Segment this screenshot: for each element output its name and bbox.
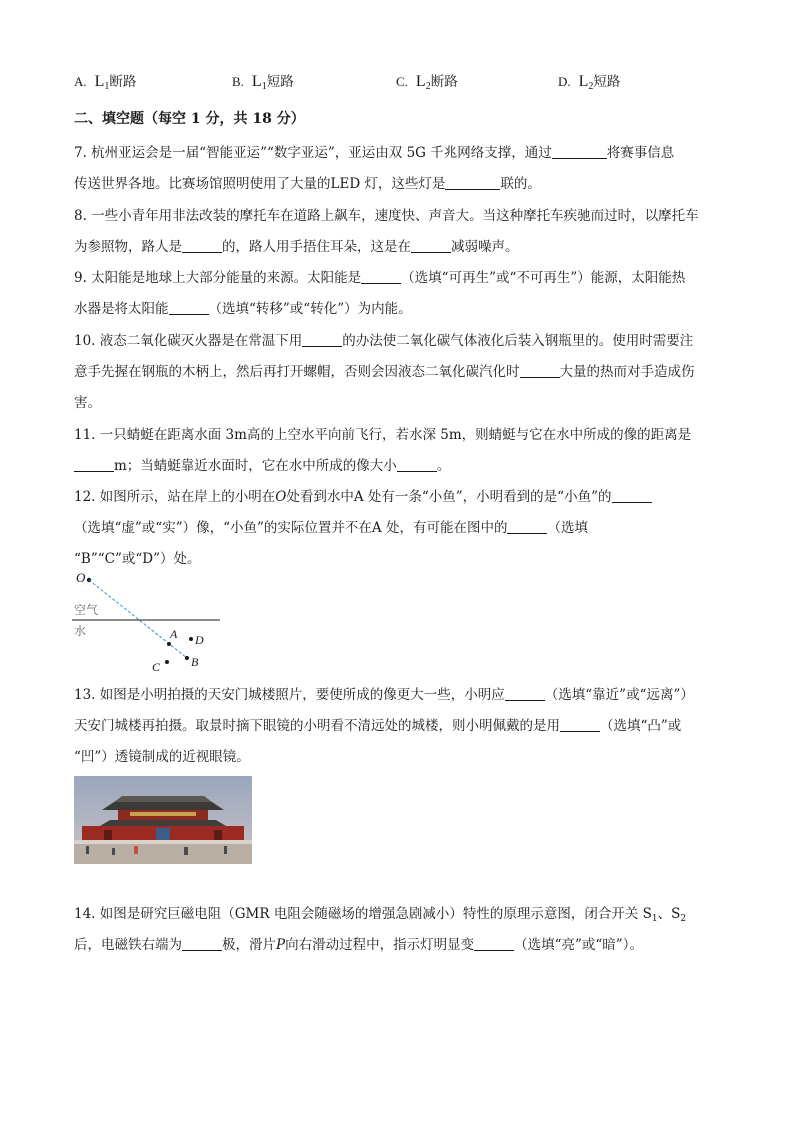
q8-blank-1[interactable] [182, 238, 222, 253]
q13-blank-1[interactable] [505, 686, 545, 701]
q8-blank-2[interactable] [411, 238, 451, 253]
q13-line-1: 13. 如图是小明拍摄的天安门城楼照片，要使所成的像更大一些，小明应 （选填“靠近”或“远离”） [74, 687, 694, 703]
q12-line-3: “B”“C”或“D”）处。 [74, 551, 201, 567]
label-c: C [152, 660, 161, 672]
q11-line-1: 11. 一只蜻蜓在距离水面 3m高的上空水平向前飞行，若水深 5m，则蜻蜓与它在水中所成的像的距离是 [74, 427, 692, 443]
q13-line-3: “凹”）透镜制成的近视眼镜。 [74, 749, 250, 765]
label-o: O [76, 570, 86, 585]
q12-blank-1[interactable] [612, 488, 652, 503]
q14-blank-2[interactable] [474, 936, 514, 951]
q14-line-1: 14. 如图是研究巨磁电阻（GMR 电阻会随磁场的增强急剧减小）特性的原理示意图，闭合开关 $S_1$、$S_2$ [74, 906, 687, 924]
refraction-diagram [70, 568, 240, 672]
q7-blank-1[interactable] [552, 144, 607, 159]
option-b: B. $L_1$短路 [232, 73, 294, 92]
label-water: 水 [74, 624, 87, 638]
label-a: A [170, 627, 178, 641]
q7-blank-2[interactable] [445, 175, 500, 190]
q7-line-1: 7. 杭州亚运会是一届“智能亚运”“数字亚运”，亚运由双 5G 千兆网络支撑，通过 将赛事信息 [74, 145, 675, 161]
q14-blank-1[interactable] [182, 936, 222, 951]
q11-blank-2[interactable] [397, 457, 437, 472]
q14-line-2: 后，电磁铁右端为 极，滑片P向右滑动过程中，指示灯明显变 （选填“亮”或“暗”）。 [74, 937, 643, 953]
sight-line [89, 580, 187, 658]
q7-line-2: 传送世界各地。比赛场馆照明使用了大量的LED 灯，这些灯是 联的。 [74, 176, 541, 192]
q9-blank-2[interactable] [169, 300, 209, 315]
label-air: 空气 [74, 603, 99, 617]
q10-blank-1[interactable] [302, 332, 342, 347]
point-c [165, 660, 169, 664]
q8-line-1: 8. 一些小青年用非法改装的摩托车在道路上飙车，速度快、声音大。当这种摩托车疾驰而过时，以摩托车 [74, 208, 699, 224]
q12-line-1: 12. 如图所示，站在岸上的小明在O处看到水中A 处有一条“小鱼”，小明看到的是“小鱼”的 [74, 485, 724, 505]
point-d [189, 637, 193, 641]
q9-line-2: 水器是将太阳能 （选填“转移”或“转化”）为内能。 [74, 301, 412, 317]
point-a [167, 642, 171, 646]
q10-line-3: 害。 [74, 395, 101, 411]
option-a: A. $L_1$断路 [74, 73, 137, 92]
section-title: 二、填空题（每空 1 分，共 18 分） [74, 111, 305, 127]
q13-blank-2[interactable] [560, 717, 600, 732]
label-b: B [191, 655, 199, 669]
q8-line-2: 为参照物，路人是 的，路人用手捂住耳朵，这是在 减弱噪声。 [74, 239, 519, 255]
q13-line-2: 天安门城楼再拍摄。取景时摘下眼镜的小明看不清远处的城楼，则小明佩戴的是用 （选填“凸”或 [74, 718, 682, 734]
label-d: D [195, 633, 204, 647]
answer-options [74, 70, 724, 92]
q10-line-2: 意手先握在钢瓶的木柄上，然后再打开螺帽，否则会因液态二氧化碳汽化时 大量的热而对手造成伤 [74, 364, 695, 380]
option-d: D. $L_2$短路 [558, 73, 621, 92]
q10-blank-2[interactable] [520, 363, 560, 378]
q11-blank-1[interactable] [74, 457, 114, 472]
q12-line-2: （选填“虚”或“实”）像，“小鱼”的实际位置并不在A 处，有可能在图中的 （选填 [74, 520, 588, 536]
q9-line-1: 9. 太阳能是地球上大部分能量的来源。太阳能是 （选填“可再生”或“不可再生”）能源，太阳能热 [74, 270, 686, 286]
point-b [185, 656, 189, 660]
q12-blank-2[interactable] [507, 519, 547, 534]
q9-blank-1[interactable] [361, 269, 401, 284]
tiananmen-photo [74, 776, 252, 864]
option-c: C. $L_2$断路 [396, 73, 458, 92]
q10-line-1: 10. 液态二氧化碳灭火器是在常温下用 的办法使二氧化碳气体液化后装入钢瓶里的。使用时需要注 [74, 333, 694, 349]
q11-line-2: m；当蜻蜓靠近水面时，它在水中所成的像大小 。 [74, 454, 724, 474]
